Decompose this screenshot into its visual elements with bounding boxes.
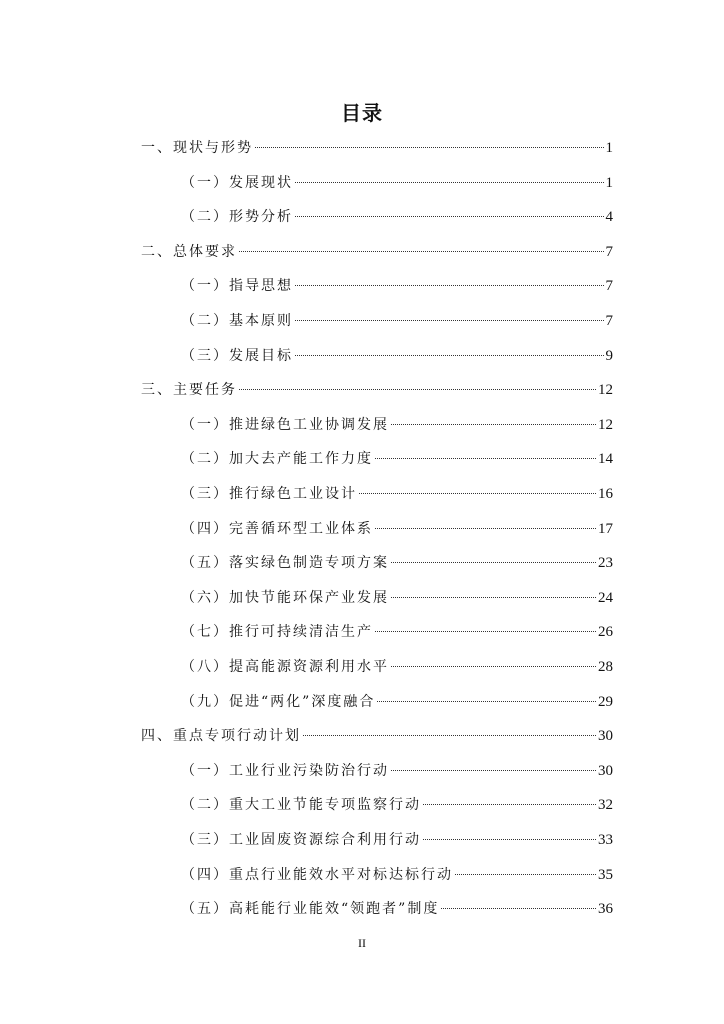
toc-entry-label: （六）加快节能环保产业发展	[181, 589, 389, 606]
toc-entry-page: 4	[605, 209, 613, 226]
toc-entry-page: 1	[605, 174, 613, 191]
dot-leader	[255, 147, 604, 148]
toc-entry-label: （八）提高能源资源利用水平	[181, 659, 389, 675]
dot-leader	[359, 493, 596, 494]
dot-leader	[295, 182, 604, 183]
toc-entry[interactable]	[181, 414, 613, 448]
toc-entry-label: 一、现状与形势	[141, 140, 253, 156]
toc-entry-label: （一）发展现状	[181, 174, 293, 191]
dot-leader	[239, 251, 604, 252]
toc-entry-page: 14	[598, 451, 613, 468]
toc-entry[interactable]	[141, 241, 613, 275]
toc-entry-page: 26	[598, 624, 613, 641]
toc-entry[interactable]	[181, 518, 613, 552]
toc-entry[interactable]	[141, 137, 613, 171]
toc-entry[interactable]	[181, 691, 613, 725]
toc-entry-label: （一）指导思想	[181, 278, 293, 295]
toc-entry-page: 24	[598, 589, 613, 606]
toc-entry[interactable]	[181, 275, 613, 309]
toc-entry[interactable]	[181, 206, 613, 240]
page-number: II	[358, 936, 366, 950]
dot-leader	[391, 424, 596, 425]
dot-leader	[239, 389, 596, 390]
toc-entry-label: （四）完善循环型工业体系	[181, 520, 373, 537]
toc-entry-label: （二）基本原则	[181, 313, 293, 329]
dot-leader	[375, 528, 596, 529]
toc-title: 目录	[341, 101, 383, 125]
toc-entry[interactable]	[181, 345, 613, 379]
toc-entry[interactable]	[181, 621, 613, 655]
dot-leader	[441, 908, 596, 909]
toc-entry[interactable]	[181, 864, 613, 898]
dot-leader	[375, 458, 596, 459]
toc-entry-label: （三）工业固废资源综合利用行动	[181, 832, 421, 848]
toc-entry[interactable]	[181, 310, 613, 344]
toc-entry[interactable]	[181, 172, 613, 206]
toc-entry-label: （五）落实绿色制造专项方案	[181, 555, 389, 572]
toc-entry-page: 1	[605, 140, 613, 156]
toc-entry[interactable]	[141, 725, 613, 759]
toc-entry[interactable]	[141, 379, 613, 413]
dot-leader	[377, 701, 596, 702]
dot-leader	[375, 631, 596, 632]
toc-entry-page: 36	[598, 901, 613, 918]
dot-leader	[423, 804, 596, 805]
toc-entry-page: 9	[605, 347, 613, 364]
toc-entry-page: 29	[598, 693, 613, 710]
toc-entry[interactable]	[181, 829, 613, 863]
dot-leader	[295, 355, 604, 356]
toc-entry-label: （三）推行绿色工业设计	[181, 486, 357, 502]
toc-entry-label: （九）促进“两化”深度融合	[181, 693, 376, 710]
dot-leader	[391, 597, 596, 598]
dot-leader	[391, 666, 596, 667]
dot-leader	[455, 874, 596, 875]
toc-entry-label: （二）形势分析	[181, 209, 293, 226]
dot-leader	[423, 839, 596, 840]
toc-entry-page: 12	[598, 416, 613, 433]
toc-entry[interactable]	[181, 656, 613, 690]
toc-entry-page: 12	[598, 382, 613, 399]
toc-entry-page: 30	[598, 728, 613, 745]
toc-entry-page: 28	[598, 659, 613, 675]
toc-entry-page: 16	[598, 486, 613, 502]
dot-leader	[295, 216, 604, 217]
toc-entry-label: （七）推行可持续清洁生产	[181, 624, 373, 641]
toc-entry-page: 7	[605, 243, 613, 260]
toc-entry-label: （一）工业行业污染防治行动	[181, 762, 389, 779]
toc-entry-label: （二）加大去产能工作力度	[181, 451, 373, 468]
toc-entry-page: 17	[598, 520, 613, 537]
toc-entry[interactable]	[181, 760, 613, 794]
toc-entry[interactable]	[181, 794, 613, 828]
toc-entry-label: 四、重点专项行动计划	[141, 728, 301, 745]
toc-entry-label: （一）推进绿色工业协调发展	[181, 416, 389, 433]
toc-entry-page: 32	[598, 797, 613, 814]
toc-entry-page: 7	[605, 278, 613, 295]
toc-entry-page: 30	[598, 762, 613, 779]
toc-entry-page: 7	[605, 313, 613, 329]
toc-entry-label: （三）发展目标	[181, 347, 293, 364]
toc-entry[interactable]	[181, 448, 613, 482]
dot-leader	[391, 562, 596, 563]
dot-leader	[303, 735, 596, 736]
toc-entry-page: 35	[598, 866, 613, 883]
toc-entry-page: 33	[598, 832, 613, 848]
toc-entry-label: （二）重大工业节能专项监察行动	[181, 797, 421, 814]
toc-entry[interactable]	[181, 552, 613, 586]
toc-entry-label: （五）高耗能行业能效“领跑者”制度	[181, 901, 440, 918]
toc-entry[interactable]	[181, 483, 613, 517]
toc-entry-label: （四）重点行业能效水平对标达标行动	[181, 866, 453, 883]
toc-entry[interactable]	[181, 898, 613, 932]
dot-leader	[295, 285, 604, 286]
dot-leader	[391, 770, 596, 771]
toc-entry-page: 23	[598, 555, 613, 572]
dot-leader	[295, 320, 604, 321]
toc-entry-label: 二、总体要求	[141, 243, 237, 260]
toc-entry-label: 三、主要任务	[141, 382, 237, 399]
toc-entry[interactable]	[181, 587, 613, 621]
